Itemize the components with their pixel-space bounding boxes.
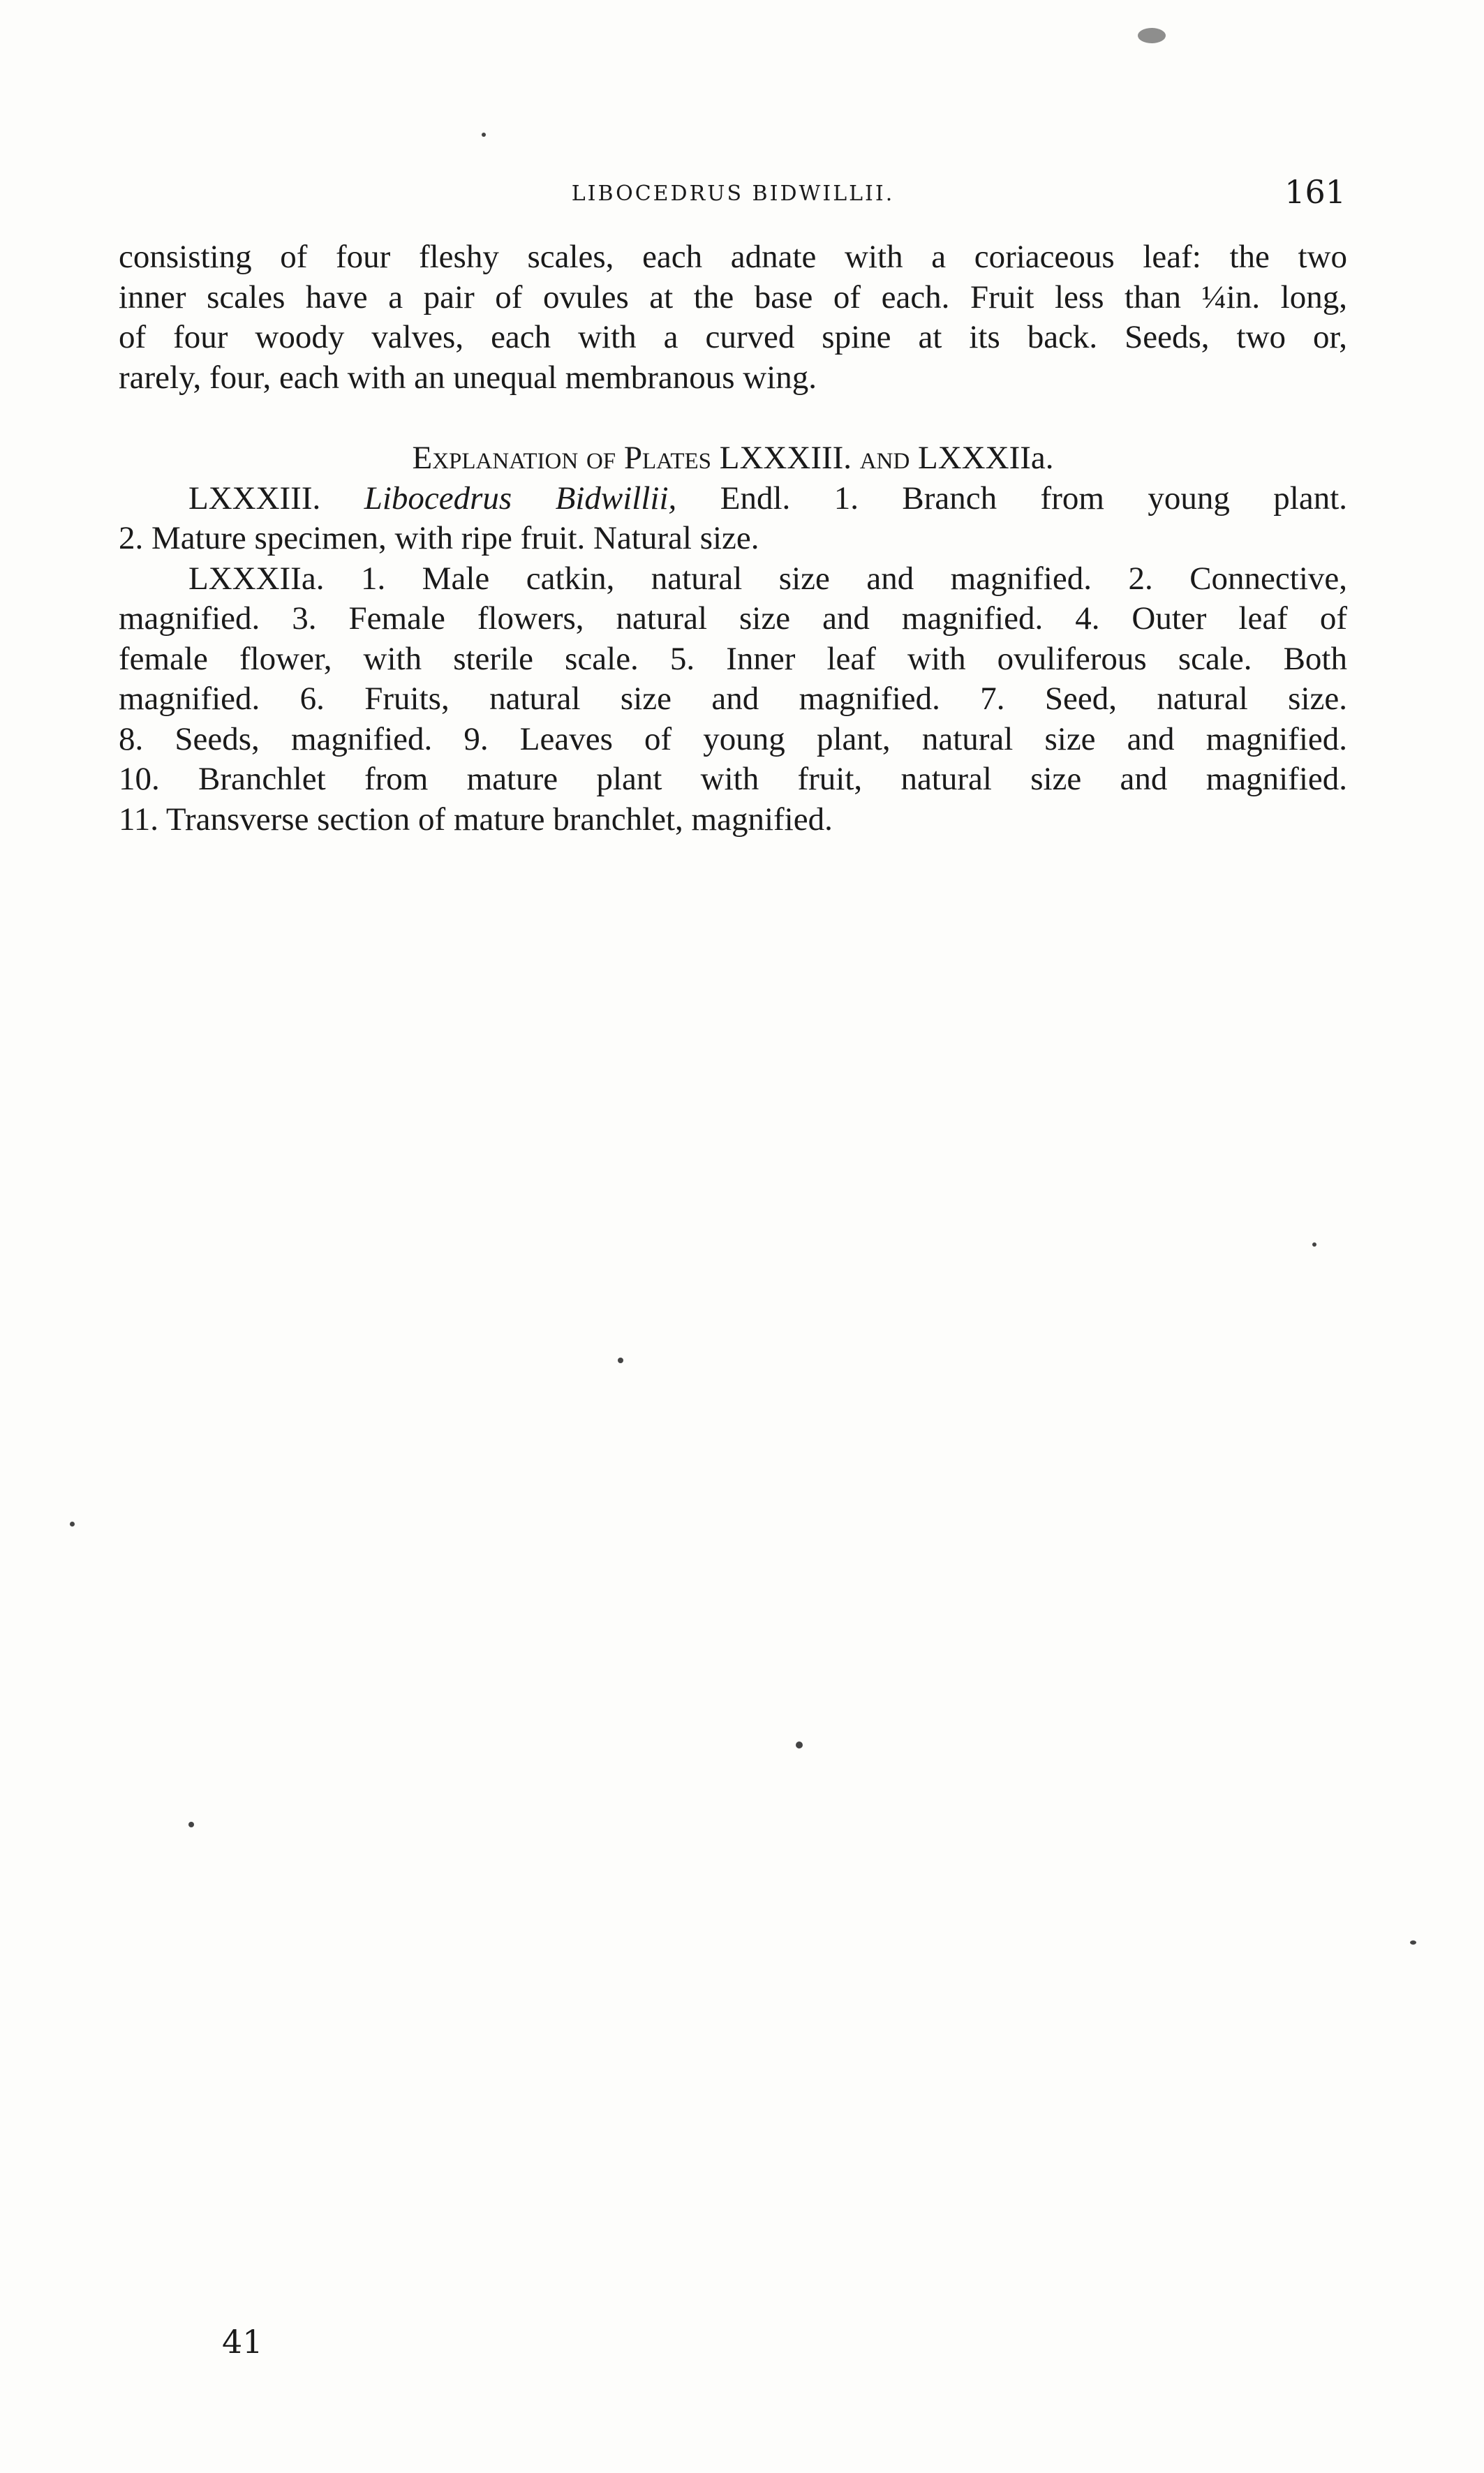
scan-speck (1410, 1940, 1416, 1945)
scan-speck (1138, 28, 1166, 43)
plate-b-line: magnified. 3. Female flowers, natural size and magnified. 4. Outer leaf of (119, 600, 1347, 637)
page-number: 161 (1284, 173, 1346, 211)
page-header (119, 173, 1347, 215)
scan-speck (1312, 1242, 1316, 1247)
plate-b-line: magnified. 6. Fruits, natural size and magnified. 7. Seed, natural size. (119, 681, 1347, 717)
heading-explanation: Explanation of Plates (412, 440, 712, 476)
heading-and: and (859, 440, 910, 476)
intro-line: consisting of four fleshy scales, each adnate with a coriaceous leaf: the two (119, 239, 1347, 275)
intro-line: inner scales have a pair of ovules at the base of each. Fruit less than ¼in. long, (119, 279, 1347, 315)
heading-plates-b: LXXXIIa. (918, 440, 1054, 476)
plate-a-line-1 (119, 479, 1347, 519)
scan-speck (482, 133, 486, 137)
scan-speck (618, 1358, 623, 1363)
plate-b-line-1 (119, 559, 1347, 600)
plate-a-line-2: 2. Mature specimen, with ripe fruit. Natural size. (119, 520, 759, 556)
body-text (119, 237, 1347, 840)
scan-speck (796, 1742, 803, 1748)
plate-b-label: LXXXIIa. (188, 560, 325, 597)
plate-b-text: 1. Male catkin, natural size and magnified. 2. Connective, (360, 560, 1347, 597)
scan-speck (188, 1822, 194, 1827)
intro-paragraph (119, 237, 1347, 398)
plate-b-paragraph (119, 559, 1347, 840)
scan-speck (70, 1522, 75, 1527)
intro-line: of four woody valves, each with a curved spine at its back. Seeds, two or, (119, 319, 1347, 355)
heading-plates-a: LXXXIII. (719, 440, 852, 476)
plate-a-rest: Endl. 1. Branch from young plant. (720, 480, 1347, 517)
signature-mark: 41 (222, 2323, 263, 2361)
plate-a-label: LXXXIII. (188, 480, 321, 517)
plate-b-line: 10. Branchlet from mature plant with fruit, natural size and magnified. (119, 761, 1347, 797)
plate-a-paragraph (119, 479, 1347, 559)
plate-b-line: female flower, with sterile scale. 5. Inner leaf with ovuliferous scale. Both (119, 640, 1347, 677)
running-head: LIBOCEDRUS BIDWILLII. (571, 181, 895, 206)
explanation-heading (119, 438, 1347, 479)
plate-b-line: 11. Transverse section of mature branchlet, magnified. (119, 801, 833, 838)
plate-a-species: Libocedrus Bidwillii, (364, 480, 677, 517)
intro-line: rarely, four, each with an unequal membranous wing. (119, 359, 817, 396)
plate-b-line: 8. Seeds, magnified. 9. Leaves of young plant, natural size and magnified. (119, 720, 1347, 757)
